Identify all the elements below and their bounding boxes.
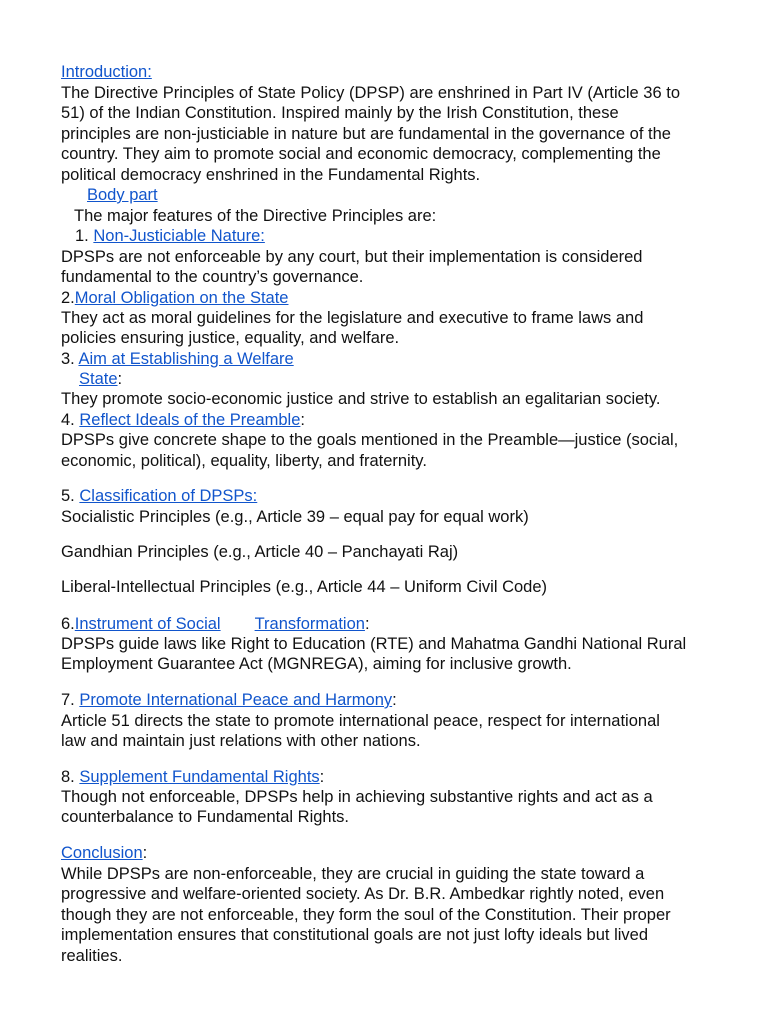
- feature-2-heading: [61, 288, 288, 309]
- feature-8-text: counterbalance to Fundamental Rights.: [61, 808, 350, 826]
- feature-3-title-link-cont[interactable]: State: [79, 370, 118, 388]
- feature-5-title-link[interactable]: Classification of DPSPs:: [79, 487, 258, 505]
- intro-text: The Directive Principles of State Policy (DPSP) are enshrined in Part IV (Article 36 to: [61, 84, 680, 102]
- feature-8-title-link[interactable]: Supplement Fundamental Rights: [79, 768, 320, 786]
- intro-heading-link[interactable]: Introduction:: [61, 63, 152, 81]
- feature-8-heading: [61, 767, 324, 788]
- feature-3-heading-cont: [79, 369, 122, 390]
- feature-6-text: Employment Guarantee Act (MGNREGA), aiming for inclusive growth.: [61, 655, 572, 673]
- feature-number: 1.: [75, 227, 89, 245]
- feature-suffix: :: [364, 615, 370, 633]
- conclusion-heading: [61, 843, 147, 864]
- feature-number: 5.: [61, 487, 75, 505]
- conclusion-text: though they are not enforceable, they form the soul of the Constitution. Their proper: [61, 906, 671, 924]
- feature-5-heading: [61, 486, 257, 507]
- conclusion-heading-link[interactable]: Conclusion: [61, 844, 143, 862]
- feature-3-title-link[interactable]: Aim at Establishing a Welfare: [78, 350, 294, 368]
- feature-number: 2.: [61, 289, 75, 307]
- feature-3-heading: [61, 349, 294, 370]
- body-heading-link[interactable]: Body part: [87, 186, 158, 204]
- feature-suffix: :: [392, 691, 397, 709]
- conclusion-suffix: :: [142, 844, 148, 862]
- body-heading-line: [87, 185, 158, 206]
- feature-number: 7.: [61, 691, 75, 709]
- feature-2-title-link[interactable]: Moral Obligation on the State: [74, 289, 289, 307]
- intro-text: country. They aim to promote social and economic democracy, complementing the: [61, 145, 661, 163]
- intro-text: principles are non-justiciable in nature but are fundamental in the governance of the: [61, 125, 671, 143]
- body-lead: The major features of the Directive Principles are:: [74, 207, 437, 225]
- feature-6-title-part: Instrument of Social: [74, 615, 221, 633]
- feature-4-text: economic, political), equality, liberty, and fraternity.: [61, 452, 427, 470]
- feature-suffix: :: [319, 768, 325, 786]
- conclusion-text: realities.: [61, 947, 123, 965]
- feature-1-heading: [75, 226, 265, 247]
- feature-number: 4.: [61, 411, 75, 429]
- feature-1-text: fundamental to the country’s governance.: [61, 268, 364, 286]
- feature-7-heading: [61, 690, 397, 711]
- feature-suffix: :: [300, 411, 305, 429]
- feature-2-text: policies ensuring justice, equality, and welfare.: [61, 329, 400, 347]
- feature-3-text: They promote socio-economic justice and strive to establish an egalitarian society.: [61, 390, 661, 408]
- feature-6-text: DPSPs guide laws like Right to Education (RTE) and Mahatma Gandhi National Rural: [61, 635, 687, 653]
- conclusion-text: progressive and welfare-oriented society. As Dr. B.R. Ambedkar rightly noted, even: [61, 885, 665, 903]
- feature-6-title-part: Transformation: [254, 615, 365, 633]
- feature-6-heading: [61, 614, 370, 635]
- feature-8-text: Though not enforceable, DPSPs help in achieving substantive rights and act as a: [61, 788, 653, 806]
- intro-heading-line: [61, 62, 152, 83]
- feature-6-title-link[interactable]: [75, 615, 365, 633]
- feature-7-text: Article 51 directs the state to promote international peace, respect for international: [61, 712, 660, 730]
- feature-number: 3.: [61, 350, 75, 368]
- conclusion-text: implementation ensures that constitutional goals are not just lofty ideals but lived: [61, 926, 648, 944]
- feature-7-title-link[interactable]: Promote International Peace and Harmony: [79, 691, 393, 709]
- feature-1-text: DPSPs are not enforceable by any court, but their implementation is considered: [61, 248, 643, 266]
- feature-1-title-link[interactable]: Non-Justiciable Nature:: [93, 227, 265, 245]
- conclusion-text: While DPSPs are non-enforceable, they are crucial in guiding the state toward a: [61, 865, 645, 883]
- feature-4-title-link[interactable]: Reflect Ideals of the Preamble: [79, 411, 301, 429]
- feature-suffix: :: [117, 370, 123, 388]
- intro-text: 51) of the Indian Constitution. Inspired mainly by the Irish Constitution, these: [61, 104, 619, 122]
- intro-text: political democracy enshrined in the Fundamental Rights.: [61, 166, 481, 184]
- feature-number: 8.: [61, 768, 75, 786]
- feature-4-heading: [61, 410, 305, 431]
- feature-4-text: DPSPs give concrete shape to the goals mentioned in the Preamble—justice (social,: [61, 431, 679, 449]
- feature-number: 6.: [61, 615, 75, 633]
- feature-7-text: law and maintain just relations with other nations.: [61, 732, 421, 750]
- principle-item: Liberal-Intellectual Principles (e.g., Article 44 – Uniform Civil Code): [61, 578, 548, 596]
- feature-2-text: They act as moral guidelines for the legislature and executive to frame laws and: [61, 309, 644, 327]
- principle-item: Gandhian Principles (e.g., Article 40 – Panchayati Raj): [61, 543, 459, 561]
- principle-item: Socialistic Principles (e.g., Article 39 – equal pay for equal work): [61, 508, 529, 526]
